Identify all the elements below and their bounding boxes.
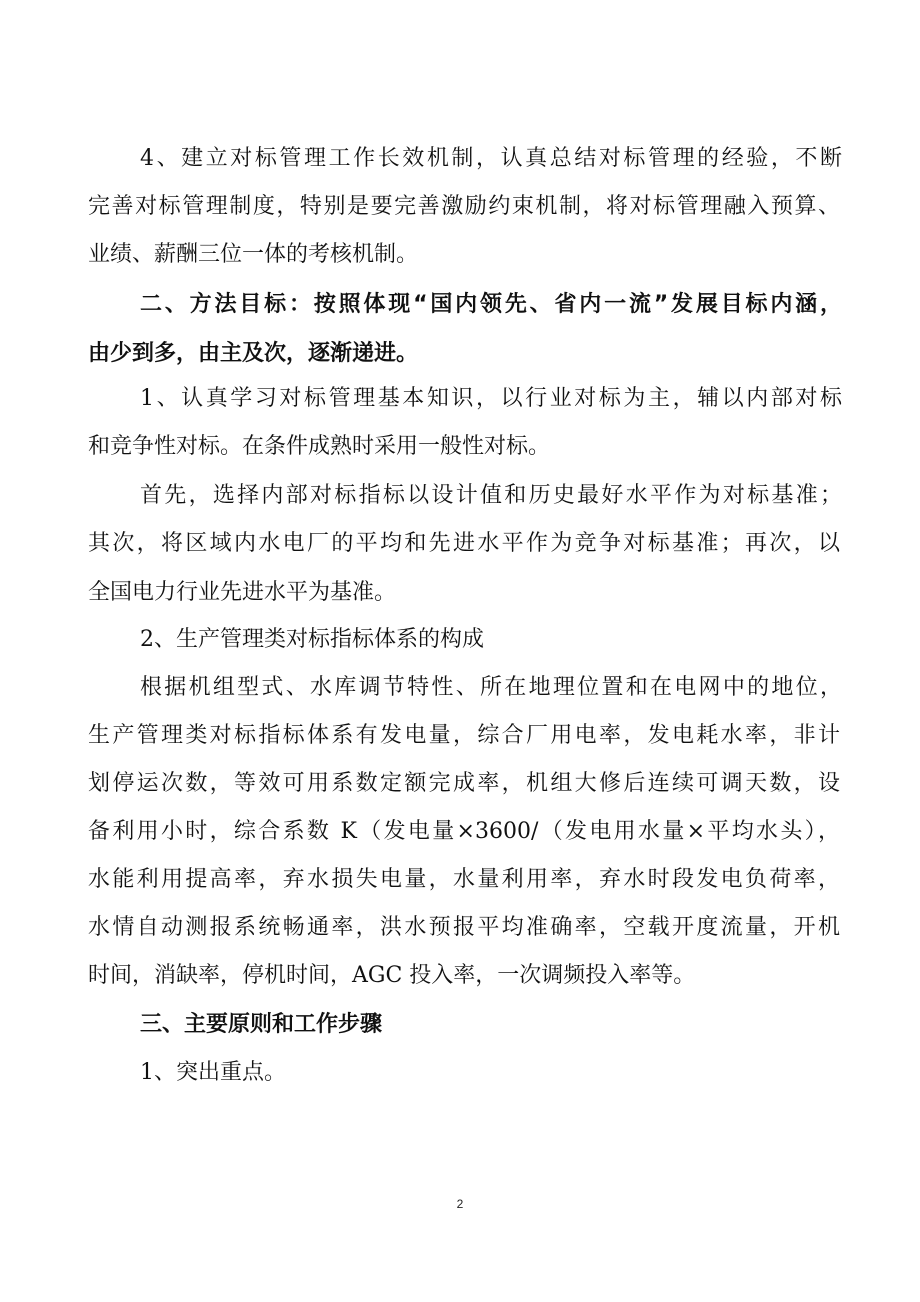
section-heading-method-goal-line-1: 二、方法目标：按照体现“国内领先、省内一流”发展目标内涵，: [140, 292, 842, 317]
paragraph-first-line-3: 全国电力行业先进水平为基准。: [88, 580, 397, 605]
paragraph-system-body-line-1: 根据机组型式、水库调节特性、所在地理位置和在电网中的地位，: [140, 675, 842, 700]
paragraph-mechanism-line-3: 业绩、薪酬三位一体的考核机制。: [88, 242, 419, 267]
paragraph-system-body-line-4: 备利用小时，综合系数 K（发电量×3600/（发电用水量×平均水头），: [88, 819, 840, 844]
section-heading-method-goal-line-2: 由少到多，由主及次，逐渐递进。: [88, 341, 419, 366]
paragraph-focus: 1、突出重点。: [140, 1060, 286, 1085]
page-number: 2: [456, 1197, 464, 1211]
paragraph-system-body-line-7: 时间，消缺率，停机时间，AGC 投入率，一次调频投入率等。: [88, 963, 696, 988]
paragraph-learn-line-2: 和竞争性对标。在条件成熟时采用一般性对标。: [88, 434, 551, 459]
paragraph-learn-line-1: 1、认真学习对标管理基本知识，以行业对标为主，辅以内部对标: [140, 386, 842, 411]
paragraph-system-body-line-5: 水能利用提高率，弃水损失电量，水量利用率，弃水时段发电负荷率，: [88, 867, 840, 892]
paragraph-mechanism-line-2: 完善对标管理制度，特别是要完善激励约束机制，将对标管理融入预算、: [88, 194, 840, 219]
paragraph-system-body-line-2: 生产管理类对标指标体系有发电量，综合厂用电率，发电耗水率，非计: [88, 723, 840, 748]
paragraph-system-body-line-3: 划停运次数，等效可用系数定额完成率，机组大修后连续可调天数，设: [88, 771, 840, 796]
paragraph-system-body-line-6: 水情自动测报系统畅通率，洪水预报平均准确率，空载开度流量，开机: [88, 915, 840, 940]
paragraph-system-title: 2、生产管理类对标指标体系的构成: [140, 627, 484, 652]
section-heading-principles: 三、主要原则和工作步骤: [140, 1012, 383, 1037]
paragraph-mechanism-line-1: 4、建立对标管理工作长效机制，认真总结对标管理的经验，不断: [140, 146, 842, 171]
paragraph-first-line-2: 其次，将区域内水电厂的平均和先进水平作为竞争对标基准；再次，以: [88, 531, 840, 556]
paragraph-first-line-1: 首先，选择内部对标指标以设计值和历史最好水平作为对标基准；: [140, 483, 842, 508]
